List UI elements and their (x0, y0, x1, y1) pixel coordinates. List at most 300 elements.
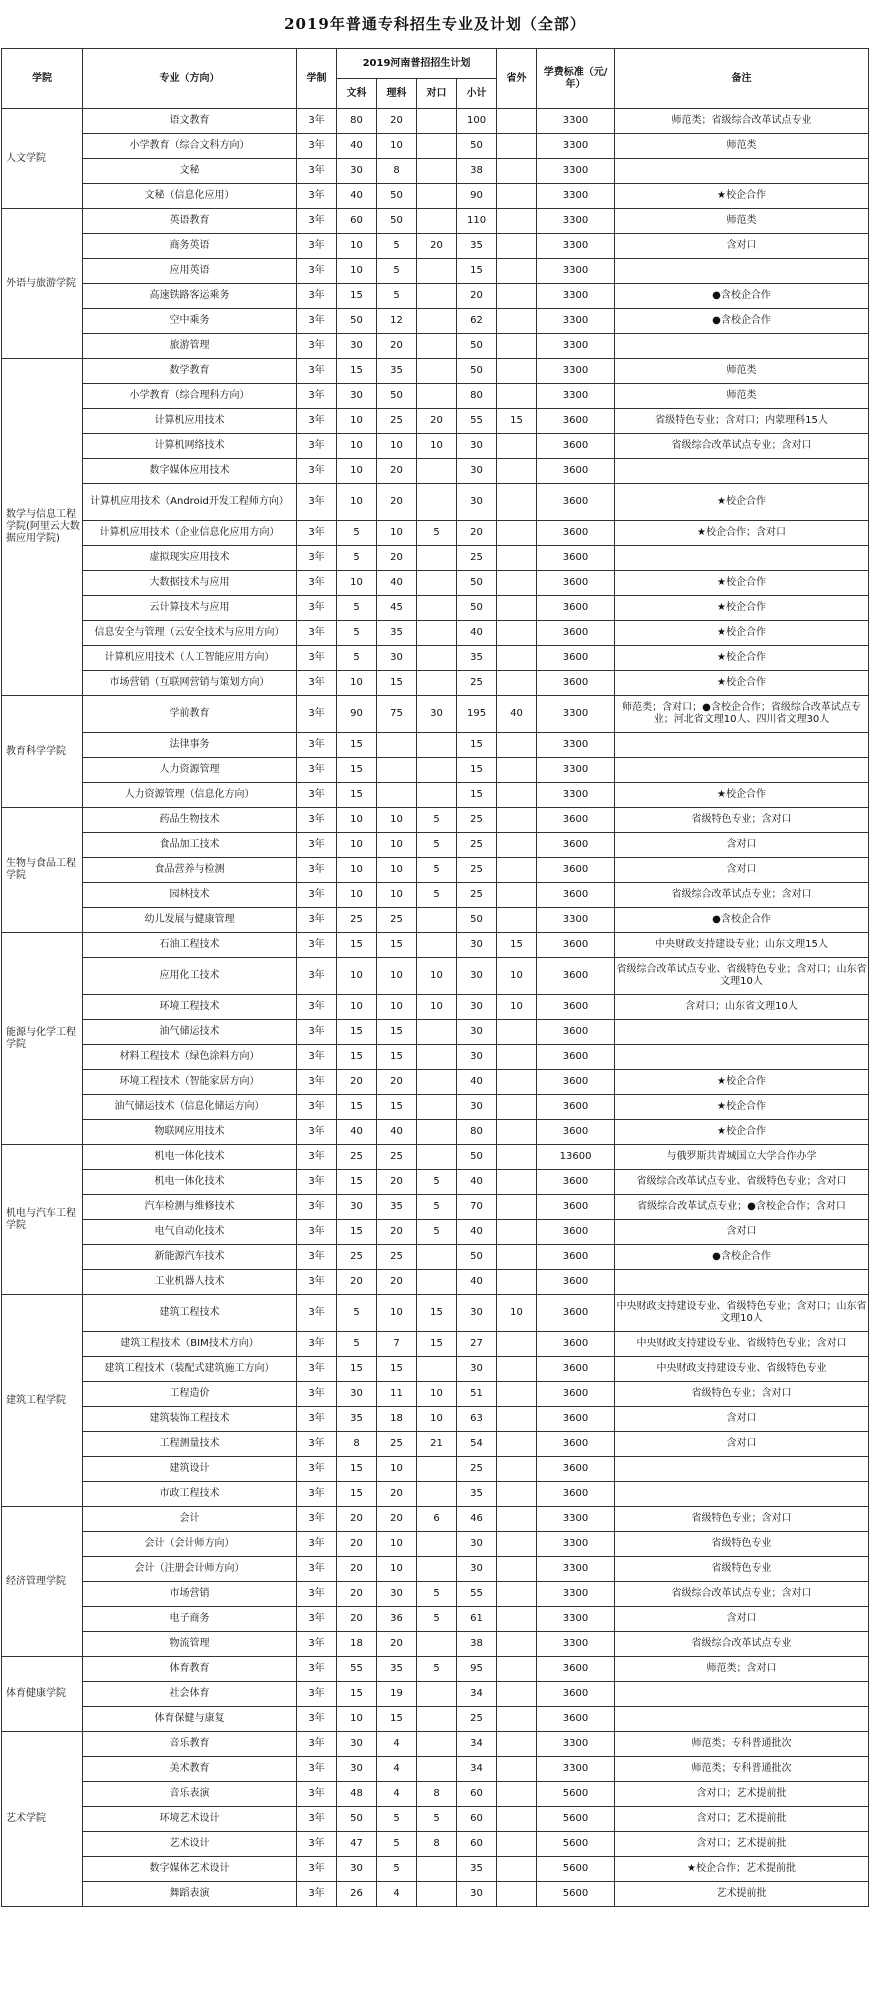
cell-duikou (417, 109, 457, 134)
cell-subtotal: 30 (457, 1095, 497, 1120)
table-row (2, 1582, 869, 1607)
table-row (2, 621, 869, 646)
cell-duikou (417, 621, 457, 646)
cell-subtotal: 40 (457, 1220, 497, 1245)
cell-remarks (615, 1270, 869, 1295)
cell-duikou (417, 309, 457, 334)
table-row (2, 284, 869, 309)
cell-out-province (497, 184, 537, 209)
cell-years: 3年 (297, 1557, 337, 1582)
cell-like: 50 (377, 209, 417, 234)
cell-out-province (497, 1120, 537, 1145)
cell-years: 3年 (297, 1682, 337, 1707)
cell-duikou (417, 571, 457, 596)
cell-out-province (497, 159, 537, 184)
cell-subtotal: 20 (457, 521, 497, 546)
cell-remarks (615, 159, 869, 184)
table-row (2, 209, 869, 234)
cell-major: 体育教育 (83, 1657, 297, 1682)
cell-major: 小学教育（综合文科方向） (83, 134, 297, 159)
cell-wenke: 5 (337, 646, 377, 671)
cell-duikou (417, 209, 457, 234)
cell-duikou (417, 359, 457, 384)
cell-remarks: 省级特色专业；含对口；内蒙理科15人 (615, 409, 869, 434)
cell-duikou (417, 1270, 457, 1295)
cell-duikou (417, 1357, 457, 1382)
cell-years: 3年 (297, 1407, 337, 1432)
cell-out-province (497, 1407, 537, 1432)
cell-tuition: 3600 (537, 546, 615, 571)
cell-like: 5 (377, 234, 417, 259)
cell-wenke: 26 (337, 1882, 377, 1907)
cell-out-province (497, 1220, 537, 1245)
cell-years: 3年 (297, 1145, 337, 1170)
cell-remarks: 中央财政支持建设专业、省级特色专业；含对口；山东省文理10人 (615, 1295, 869, 1332)
cell-tuition: 3600 (537, 1682, 615, 1707)
cell-wenke: 8 (337, 1432, 377, 1457)
cell-duikou: 6 (417, 1507, 457, 1532)
cell-wenke: 20 (337, 1582, 377, 1607)
cell-out-province (497, 808, 537, 833)
table-row (2, 1832, 869, 1857)
cell-remarks: ★校企合作 (615, 1070, 869, 1095)
cell-years: 3年 (297, 284, 337, 309)
cell-tuition: 3600 (537, 409, 615, 434)
cell-remarks: 师范类 (615, 209, 869, 234)
cell-tuition: 3300 (537, 334, 615, 359)
header-tuition: 学费标准（元/年） (537, 49, 615, 109)
cell-major: 计算机应用技术（Android开发工程师方向） (83, 484, 297, 521)
cell-years: 3年 (297, 1270, 337, 1295)
cell-subtotal: 195 (457, 696, 497, 733)
cell-wenke: 15 (337, 1045, 377, 1070)
cell-remarks: 师范类；专科普通批次 (615, 1732, 869, 1757)
cell-like: 25 (377, 1432, 417, 1457)
cell-out-province (497, 1432, 537, 1457)
cell-duikou: 10 (417, 1382, 457, 1407)
cell-like: 36 (377, 1607, 417, 1632)
cell-tuition: 3600 (537, 833, 615, 858)
cell-major: 法律事务 (83, 733, 297, 758)
cell-tuition: 3300 (537, 359, 615, 384)
table-row (2, 1332, 869, 1357)
cell-tuition: 3600 (537, 459, 615, 484)
cell-remarks: ★校企合作 (615, 646, 869, 671)
cell-major: 工程造价 (83, 1382, 297, 1407)
cell-wenke: 20 (337, 1270, 377, 1295)
cell-wenke: 50 (337, 309, 377, 334)
cell-duikou (417, 1857, 457, 1882)
cell-like: 20 (377, 459, 417, 484)
table-row (2, 1807, 869, 1832)
cell-like: 20 (377, 109, 417, 134)
cell-wenke: 15 (337, 1682, 377, 1707)
cell-out-province (497, 1357, 537, 1382)
cell-wenke: 48 (337, 1782, 377, 1807)
cell-out-province (497, 134, 537, 159)
cell-out-province (497, 484, 537, 521)
cell-remarks: 含对口 (615, 1407, 869, 1432)
cell-major: 数字媒体艺术设计 (83, 1857, 297, 1882)
cell-tuition: 3600 (537, 858, 615, 883)
cell-years: 3年 (297, 1120, 337, 1145)
cell-duikou (417, 334, 457, 359)
table-row (2, 234, 869, 259)
cell-tuition: 3300 (537, 1557, 615, 1582)
cell-subtotal: 25 (457, 833, 497, 858)
cell-subtotal: 25 (457, 858, 497, 883)
cell-years: 3年 (297, 1170, 337, 1195)
cell-like: 10 (377, 995, 417, 1020)
cell-years: 3年 (297, 134, 337, 159)
cell-tuition: 3300 (537, 159, 615, 184)
cell-remarks: ★校企合作；含对口 (615, 521, 869, 546)
table-row (2, 1607, 869, 1632)
cell-like: 75 (377, 696, 417, 733)
cell-tuition: 3600 (537, 1195, 615, 1220)
cell-major: 建筑工程技术（装配式建筑施工方向） (83, 1357, 297, 1382)
cell-subtotal: 35 (457, 1482, 497, 1507)
cell-remarks: ★校企合作 (615, 484, 869, 521)
cell-subtotal: 38 (457, 1632, 497, 1657)
table-row (2, 1120, 869, 1145)
cell-duikou (417, 184, 457, 209)
cell-subtotal: 50 (457, 134, 497, 159)
cell-like: 15 (377, 1020, 417, 1045)
cell-out-province (497, 334, 537, 359)
college-cell: 体育健康学院 (2, 1657, 83, 1732)
table-row (2, 1507, 869, 1532)
cell-wenke: 5 (337, 546, 377, 571)
cell-wenke: 25 (337, 1245, 377, 1270)
cell-out-province (497, 1170, 537, 1195)
college-cell: 人文学院 (2, 109, 83, 209)
cell-years: 3年 (297, 309, 337, 334)
cell-wenke: 10 (337, 883, 377, 908)
cell-tuition: 3600 (537, 1270, 615, 1295)
cell-like: 35 (377, 1657, 417, 1682)
cell-like: 15 (377, 671, 417, 696)
cell-subtotal: 50 (457, 1145, 497, 1170)
cell-wenke: 55 (337, 1657, 377, 1682)
cell-major: 英语教育 (83, 209, 297, 234)
table-row (2, 1632, 869, 1657)
cell-tuition: 3600 (537, 933, 615, 958)
cell-years: 3年 (297, 1070, 337, 1095)
cell-years: 3年 (297, 958, 337, 995)
cell-tuition: 3600 (537, 1357, 615, 1382)
cell-major: 新能源汽车技术 (83, 1245, 297, 1270)
cell-years: 3年 (297, 696, 337, 733)
college-cell: 生物与食品工程学院 (2, 808, 83, 933)
cell-duikou: 5 (417, 1195, 457, 1220)
table-row (2, 1532, 869, 1557)
cell-duikou (417, 159, 457, 184)
cell-wenke: 10 (337, 571, 377, 596)
cell-wenke: 15 (337, 758, 377, 783)
table-row (2, 384, 869, 409)
cell-years: 3年 (297, 546, 337, 571)
cell-subtotal: 40 (457, 621, 497, 646)
cell-years: 3年 (297, 1332, 337, 1357)
table-body (2, 109, 869, 1907)
table-row (2, 546, 869, 571)
table-row (2, 995, 869, 1020)
header-wenke: 文科 (337, 79, 377, 109)
cell-remarks: 中央财政支持建设专业、省级特色专业；含对口 (615, 1332, 869, 1357)
cell-tuition: 3600 (537, 1657, 615, 1682)
table-row (2, 696, 869, 733)
table-row (2, 596, 869, 621)
cell-subtotal: 20 (457, 284, 497, 309)
cell-major: 电气自动化技术 (83, 1220, 297, 1245)
cell-years: 3年 (297, 1532, 337, 1557)
table-row (2, 833, 869, 858)
cell-remarks: ★校企合作 (615, 571, 869, 596)
table-row (2, 521, 869, 546)
cell-like: 5 (377, 284, 417, 309)
cell-duikou (417, 1457, 457, 1482)
cell-subtotal: 25 (457, 1457, 497, 1482)
table-row (2, 1245, 869, 1270)
cell-duikou (417, 1632, 457, 1657)
cell-wenke: 30 (337, 1757, 377, 1782)
table-row (2, 1170, 869, 1195)
table-row (2, 958, 869, 995)
cell-tuition: 3300 (537, 284, 615, 309)
cell-duikou (417, 259, 457, 284)
cell-wenke: 18 (337, 1632, 377, 1657)
cell-like: 20 (377, 1507, 417, 1532)
table-row (2, 1095, 869, 1120)
cell-like: 15 (377, 933, 417, 958)
header-henan-plan: 2019河南普招招生计划 (337, 49, 497, 79)
cell-remarks (615, 1457, 869, 1482)
cell-years: 3年 (297, 521, 337, 546)
cell-tuition: 3600 (537, 434, 615, 459)
cell-out-province (497, 621, 537, 646)
cell-out-province (497, 1382, 537, 1407)
cell-duikou: 5 (417, 1170, 457, 1195)
cell-major: 机电一体化技术 (83, 1170, 297, 1195)
cell-major: 人力资源管理 (83, 758, 297, 783)
cell-out-province (497, 1245, 537, 1270)
cell-duikou: 10 (417, 434, 457, 459)
table-row (2, 309, 869, 334)
cell-subtotal: 25 (457, 671, 497, 696)
cell-like: 25 (377, 908, 417, 933)
cell-major: 应用英语 (83, 259, 297, 284)
cell-duikou: 5 (417, 1607, 457, 1632)
cell-wenke: 40 (337, 1120, 377, 1145)
cell-subtotal: 80 (457, 384, 497, 409)
cell-like: 35 (377, 1195, 417, 1220)
cell-subtotal: 40 (457, 1070, 497, 1095)
cell-duikou: 5 (417, 858, 457, 883)
cell-duikou: 5 (417, 1220, 457, 1245)
table-row (2, 159, 869, 184)
cell-wenke: 30 (337, 1195, 377, 1220)
cell-duikou: 10 (417, 1407, 457, 1432)
cell-like: 8 (377, 159, 417, 184)
cell-years: 3年 (297, 1295, 337, 1332)
cell-remarks: 省级综合改革试点专业；含对口 (615, 883, 869, 908)
cell-out-province (497, 1632, 537, 1657)
cell-out-province (497, 833, 537, 858)
cell-out-province (497, 1332, 537, 1357)
cell-out-province (497, 109, 537, 134)
cell-duikou: 15 (417, 1332, 457, 1357)
cell-out-province: 15 (497, 933, 537, 958)
cell-wenke: 50 (337, 1807, 377, 1832)
cell-duikou (417, 384, 457, 409)
cell-years: 3年 (297, 1482, 337, 1507)
table-row (2, 808, 869, 833)
cell-remarks: ★校企合作 (615, 671, 869, 696)
cell-like: 10 (377, 833, 417, 858)
header-major: 专业（方向） (83, 49, 297, 109)
cell-subtotal: 34 (457, 1757, 497, 1782)
cell-major: 工业机器人技术 (83, 1270, 297, 1295)
cell-remarks (615, 758, 869, 783)
cell-duikou: 15 (417, 1295, 457, 1332)
cell-duikou (417, 1682, 457, 1707)
cell-duikou (417, 484, 457, 521)
cell-major: 油气储运技术 (83, 1020, 297, 1045)
cell-remarks: 省级综合改革试点专业；含对口 (615, 434, 869, 459)
cell-tuition: 3300 (537, 259, 615, 284)
table-row (2, 1857, 869, 1882)
cell-tuition: 3600 (537, 1045, 615, 1070)
cell-duikou (417, 284, 457, 309)
cell-wenke: 30 (337, 159, 377, 184)
cell-major: 音乐教育 (83, 1732, 297, 1757)
cell-major: 市场营销 (83, 1582, 297, 1607)
cell-out-province (497, 1732, 537, 1757)
cell-tuition: 3300 (537, 733, 615, 758)
cell-subtotal: 60 (457, 1782, 497, 1807)
table-row (2, 883, 869, 908)
cell-duikou (417, 596, 457, 621)
cell-like: 20 (377, 1220, 417, 1245)
cell-years: 3年 (297, 571, 337, 596)
college-cell: 艺术学院 (2, 1732, 83, 1907)
cell-years: 3年 (297, 808, 337, 833)
table-row (2, 858, 869, 883)
cell-duikou (417, 671, 457, 696)
cell-tuition: 3300 (537, 1607, 615, 1632)
cell-subtotal: 15 (457, 783, 497, 808)
cell-subtotal: 50 (457, 1245, 497, 1270)
cell-tuition: 3300 (537, 1632, 615, 1657)
cell-tuition: 3600 (537, 671, 615, 696)
cell-years: 3年 (297, 783, 337, 808)
cell-subtotal: 54 (457, 1432, 497, 1457)
cell-subtotal: 25 (457, 546, 497, 571)
cell-years: 3年 (297, 1607, 337, 1632)
cell-major: 音乐表演 (83, 1782, 297, 1807)
cell-duikou (417, 908, 457, 933)
cell-wenke: 40 (337, 184, 377, 209)
table-row (2, 459, 869, 484)
cell-major: 建筑装饰工程技术 (83, 1407, 297, 1432)
cell-remarks: 省级综合改革试点专业、省级特色专业；含对口；山东省文理10人 (615, 958, 869, 995)
cell-remarks: 省级综合改革试点专业 (615, 1632, 869, 1657)
cell-like: 25 (377, 1145, 417, 1170)
cell-wenke: 10 (337, 459, 377, 484)
cell-remarks: 含对口 (615, 1220, 869, 1245)
cell-duikou: 30 (417, 696, 457, 733)
college-cell: 机电与汽车工程学院 (2, 1145, 83, 1295)
cell-remarks (615, 334, 869, 359)
cell-years: 3年 (297, 758, 337, 783)
cell-subtotal: 46 (457, 1507, 497, 1532)
cell-major: 物流管理 (83, 1632, 297, 1657)
cell-years: 3年 (297, 995, 337, 1020)
cell-out-province (497, 1857, 537, 1882)
table-row (2, 1882, 869, 1907)
cell-subtotal: 25 (457, 1707, 497, 1732)
cell-wenke: 10 (337, 259, 377, 284)
cell-tuition: 3600 (537, 808, 615, 833)
table-row (2, 434, 869, 459)
cell-like: 30 (377, 1582, 417, 1607)
cell-subtotal: 30 (457, 434, 497, 459)
cell-major: 建筑工程技术 (83, 1295, 297, 1332)
cell-tuition: 3600 (537, 521, 615, 546)
cell-major: 建筑设计 (83, 1457, 297, 1482)
cell-duikou: 20 (417, 234, 457, 259)
cell-like: 25 (377, 409, 417, 434)
cell-tuition: 3600 (537, 995, 615, 1020)
cell-wenke: 60 (337, 209, 377, 234)
cell-tuition: 5600 (537, 1857, 615, 1882)
cell-out-province (497, 1782, 537, 1807)
cell-subtotal: 25 (457, 808, 497, 833)
cell-major: 云计算技术与应用 (83, 596, 297, 621)
cell-remarks: ●含校企合作 (615, 284, 869, 309)
cell-tuition: 3600 (537, 1295, 615, 1332)
table-row (2, 1270, 869, 1295)
cell-like: 20 (377, 1482, 417, 1507)
cell-out-province (497, 1657, 537, 1682)
cell-tuition: 3300 (537, 234, 615, 259)
cell-duikou (417, 1245, 457, 1270)
cell-out-province (497, 1532, 537, 1557)
table-row (2, 1732, 869, 1757)
cell-like: 10 (377, 858, 417, 883)
cell-tuition: 3600 (537, 571, 615, 596)
cell-subtotal: 61 (457, 1607, 497, 1632)
cell-remarks (615, 459, 869, 484)
cell-out-province: 40 (497, 696, 537, 733)
cell-out-province (497, 1582, 537, 1607)
cell-wenke: 20 (337, 1557, 377, 1582)
table-row (2, 1482, 869, 1507)
cell-remarks: 中央财政支持建设专业、省级特色专业 (615, 1357, 869, 1382)
cell-out-province (497, 1482, 537, 1507)
cell-remarks: ★校企合作 (615, 1120, 869, 1145)
header-subtotal: 小计 (457, 79, 497, 109)
cell-major: 机电一体化技术 (83, 1145, 297, 1170)
cell-subtotal: 70 (457, 1195, 497, 1220)
cell-like: 15 (377, 1707, 417, 1732)
cell-years: 3年 (297, 1782, 337, 1807)
cell-years: 3年 (297, 1432, 337, 1457)
cell-wenke: 5 (337, 621, 377, 646)
cell-tuition: 3600 (537, 646, 615, 671)
cell-out-province (497, 883, 537, 908)
